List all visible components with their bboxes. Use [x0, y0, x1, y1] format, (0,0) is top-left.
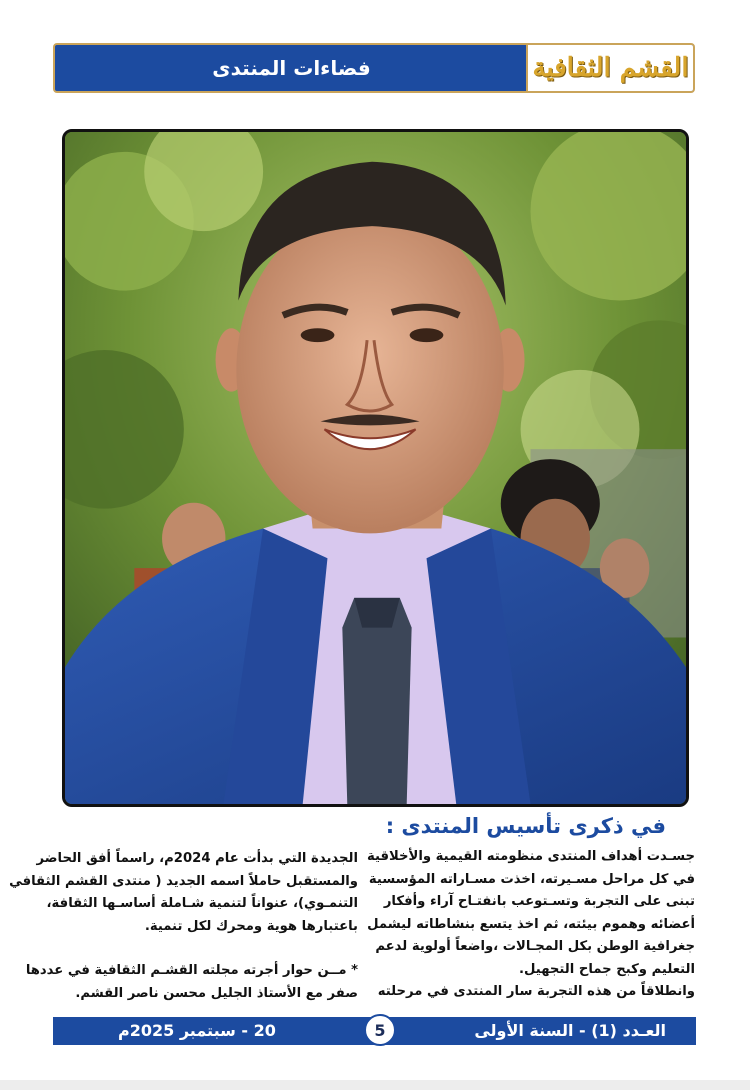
article-left-column [9, 848, 358, 1005]
issue-label: العـدد (1) - السنة الأولى [474, 1021, 666, 1040]
paragraph-line: أعضائه وهموم بيئته، ثم اخذ يتسع بنشاطاته ليشمل [367, 916, 695, 932]
page-header [53, 43, 695, 93]
footnote-line: صفر مع الأستاذ الجليل محسن ناصر القشم. [75, 985, 358, 1001]
bottom-strip [0, 1080, 750, 1090]
paragraph-line: الجديدة التي بدأت عام 2024م، راسماً أفق الحاضر [36, 851, 358, 866]
paragraph-line: في كل مراحل مسـيرته، اخذت مسـاراته المؤسسية [368, 871, 695, 887]
paragraph-line: وانطلاقاً من هذه التجربة سار المنتدى في مرحلته [377, 984, 695, 999]
page-number: 5 [364, 1014, 396, 1046]
spacer [53, 938, 358, 960]
section-title: فضاءات المنتدى [212, 56, 371, 80]
paragraph-line: جغرافية الوطن بكل المجـالات ،واضعاً أولوية لدعم [375, 939, 695, 954]
issue-date: 20 - سبتمبر 2025م [118, 1021, 276, 1040]
portrait-photo [62, 129, 689, 807]
paragraph-line: التعليم وكبح جماح التجهيل. [519, 961, 695, 977]
page-footer [53, 1017, 696, 1045]
paragraph-line: تبنى على التجربة وتسـتوعب بانفتـاح آراء وأفكار [383, 894, 695, 909]
paragraph-line: والمستقبل حاملاً اسمه الجديد ( منتدى القشم الثقافي [9, 873, 358, 889]
paragraph-line: باعتبارها هوية ومحرك لكل تنمية. [144, 918, 358, 934]
portrait-illustration [65, 132, 686, 804]
paragraph-line: التنمـوي)، عنواناً لتنمية شـاملة أساسـها الثقافة، [46, 896, 358, 911]
magazine-logo [526, 45, 693, 91]
paragraph-line: جسـدت أهداف المنتدى منظومته القيمية والأخلاقية [366, 849, 695, 864]
magazine-name: القشم الثقافية [532, 53, 689, 83]
footnote-line: * مــن حوار أجرته مجلته القشـم الثقافية في عددها [25, 963, 358, 978]
article-right-column [366, 846, 695, 1004]
article-subtitle: في ذكرى تأسيس المنتدى : [385, 814, 666, 838]
